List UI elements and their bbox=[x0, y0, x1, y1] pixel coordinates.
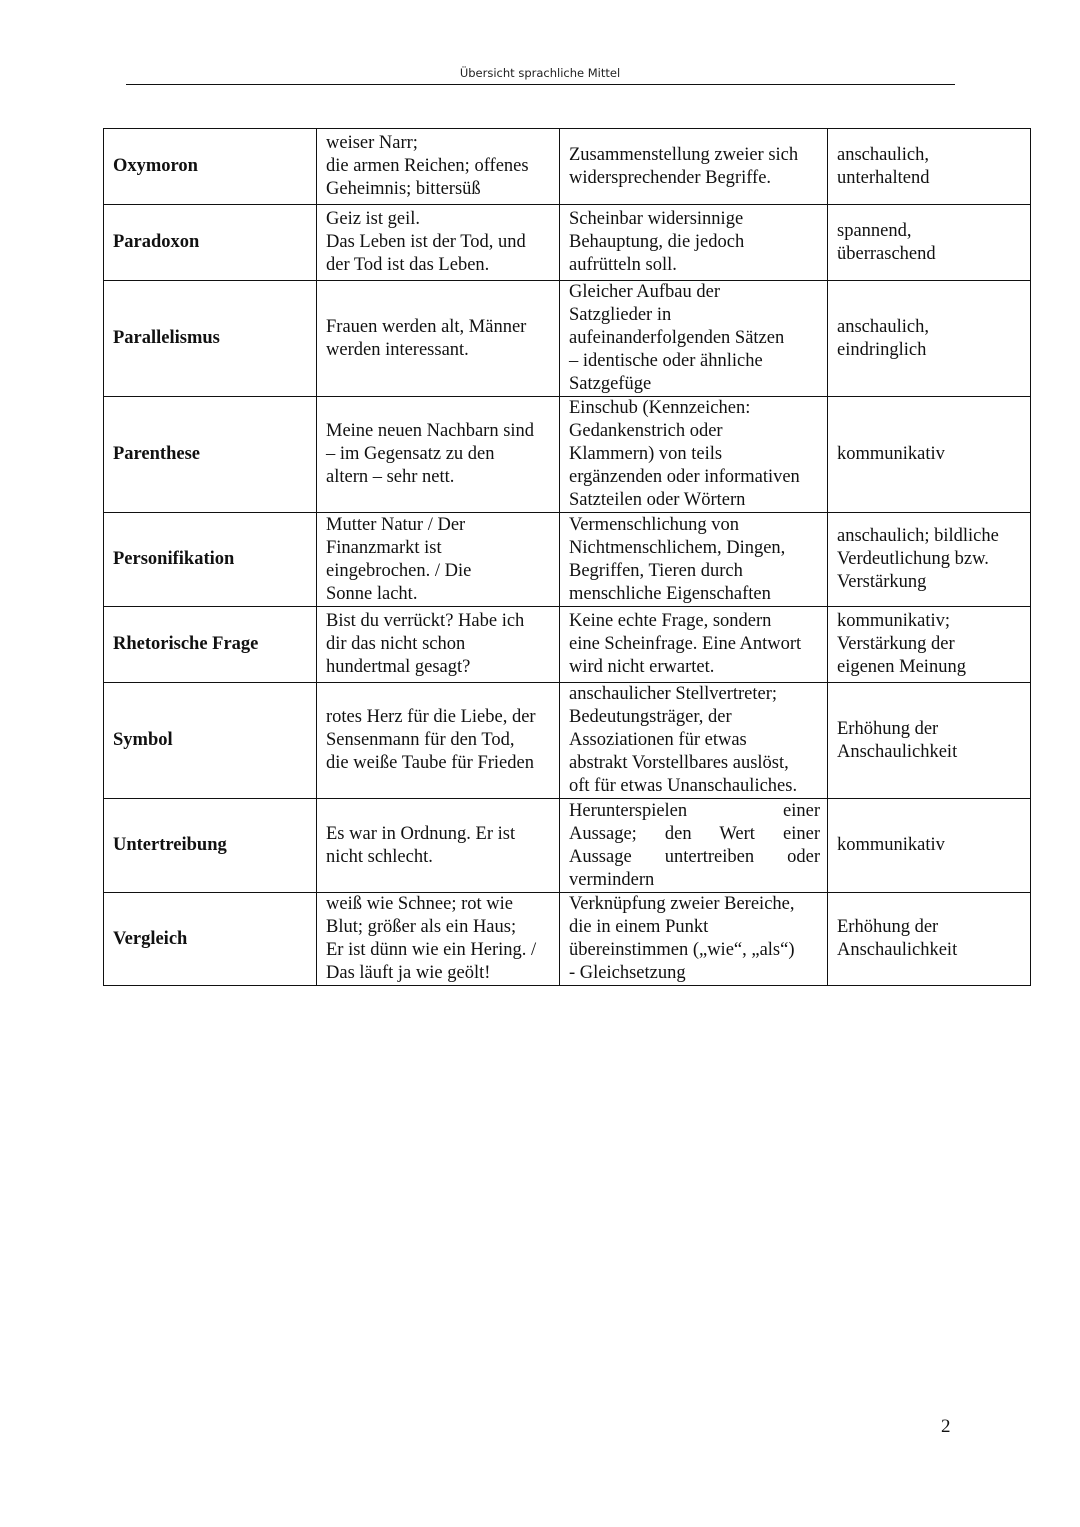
table-row bbox=[104, 205, 1031, 281]
effect-cell: kommunikativ bbox=[828, 397, 1031, 513]
table-row bbox=[104, 281, 1031, 397]
example-cell: Mutter Natur / Der Finanzmarkt ist eingebrochen. / Die Sonne lacht. bbox=[317, 513, 560, 607]
description-cell: Zusammenstellung zweier sich widersprechender Begriffe. bbox=[560, 129, 828, 205]
effect-cell: anschaulich, eindringlich bbox=[828, 281, 1031, 397]
example-cell: weiß wie Schnee; rot wie Blut; größer als ein Haus; Er ist dünn wie ein Hering. / Das läuft ja wie geölt! bbox=[317, 893, 560, 986]
example-cell: Bist du verrückt? Habe ich dir das nicht schon hundertmal gesagt? bbox=[317, 607, 560, 683]
term-cell: Personifikation bbox=[104, 513, 317, 607]
term-cell: Paradoxon bbox=[104, 205, 317, 281]
table-row bbox=[104, 607, 1031, 683]
table-row bbox=[104, 513, 1031, 607]
term-cell: Rhetorische Frage bbox=[104, 607, 317, 683]
term-cell: Untertreibung bbox=[104, 799, 317, 893]
table-row bbox=[104, 683, 1031, 799]
description-cell: Gleicher Aufbau der Satzglieder in aufeinanderfolgenden Sätzen – identische oder ähnliche Satzgefüge bbox=[560, 281, 828, 397]
table-row bbox=[104, 397, 1031, 513]
example-cell: Frauen werden alt, Männer werden interessant. bbox=[317, 281, 560, 397]
example-cell: Geiz ist geil. Das Leben ist der Tod, und der Tod ist das Leben. bbox=[317, 205, 560, 281]
description-cell: Scheinbar widersinnige Behauptung, die jedoch aufrütteln soll. bbox=[560, 205, 828, 281]
example-cell: Es war in Ordnung. Er ist nicht schlecht. bbox=[317, 799, 560, 893]
effect-cell: spannend, überraschend bbox=[828, 205, 1031, 281]
term-cell: Vergleich bbox=[104, 893, 317, 986]
header-rule bbox=[126, 84, 955, 85]
example-cell: weiser Narr; die armen Reichen; offenes Geheimnis; bittersüß bbox=[317, 129, 560, 205]
description-cell: Herunterspielen einer Aussage; den Wert einer Aussage untertreiben oder vermindern bbox=[560, 799, 828, 893]
effect-cell: kommunikativ bbox=[828, 799, 1031, 893]
description-cell: Vermenschlichung von Nichtmenschlichem, Dingen, Begriffen, Tieren durch menschliche Eigenschaften bbox=[560, 513, 828, 607]
description-cell: anschaulicher Stellvertreter; Bedeutungsträger, der Assoziationen für etwas abstrakt Vorstellbares auslöst, oft für etwas Unanschauliches. bbox=[560, 683, 828, 799]
description-cell: Keine echte Frage, sondern eine Scheinfrage. Eine Antwort wird nicht erwartet. bbox=[560, 607, 828, 683]
table-row bbox=[104, 129, 1031, 205]
effect-cell: anschaulich; bildliche Verdeutlichung bzw. Verstärkung bbox=[828, 513, 1031, 607]
term-cell: Parenthese bbox=[104, 397, 317, 513]
term-cell: Symbol bbox=[104, 683, 317, 799]
rhetorical-devices-table bbox=[103, 128, 1031, 986]
description-cell: Einschub (Kennzeichen: Gedankenstrich oder Klammern) von teils ergänzenden oder informativen Satzteilen oder Wörtern bbox=[560, 397, 828, 513]
page-number: 2 bbox=[941, 1416, 951, 1437]
effect-cell: Erhöhung der Anschaulichkeit bbox=[828, 683, 1031, 799]
effect-cell: Erhöhung der Anschaulichkeit bbox=[828, 893, 1031, 986]
effect-cell: anschaulich, unterhaltend bbox=[828, 129, 1031, 205]
table-row bbox=[104, 799, 1031, 893]
table-row bbox=[104, 893, 1031, 986]
term-cell: Oxymoron bbox=[104, 129, 317, 205]
example-cell: Meine neuen Nachbarn sind – im Gegensatz zu den altern – sehr nett. bbox=[317, 397, 560, 513]
effect-cell: kommunikativ; Verstärkung der eigenen Meinung bbox=[828, 607, 1031, 683]
example-cell: rotes Herz für die Liebe, der Sensenmann für den Tod, die weiße Taube für Frieden bbox=[317, 683, 560, 799]
term-cell: Parallelismus bbox=[104, 281, 317, 397]
page-header-title: Übersicht sprachliche Mittel bbox=[459, 66, 621, 80]
description-cell: Verknüpfung zweier Bereiche, die in einem Punkt übereinstimmen („wie“, „als“) - Gleichsetzung bbox=[560, 893, 828, 986]
